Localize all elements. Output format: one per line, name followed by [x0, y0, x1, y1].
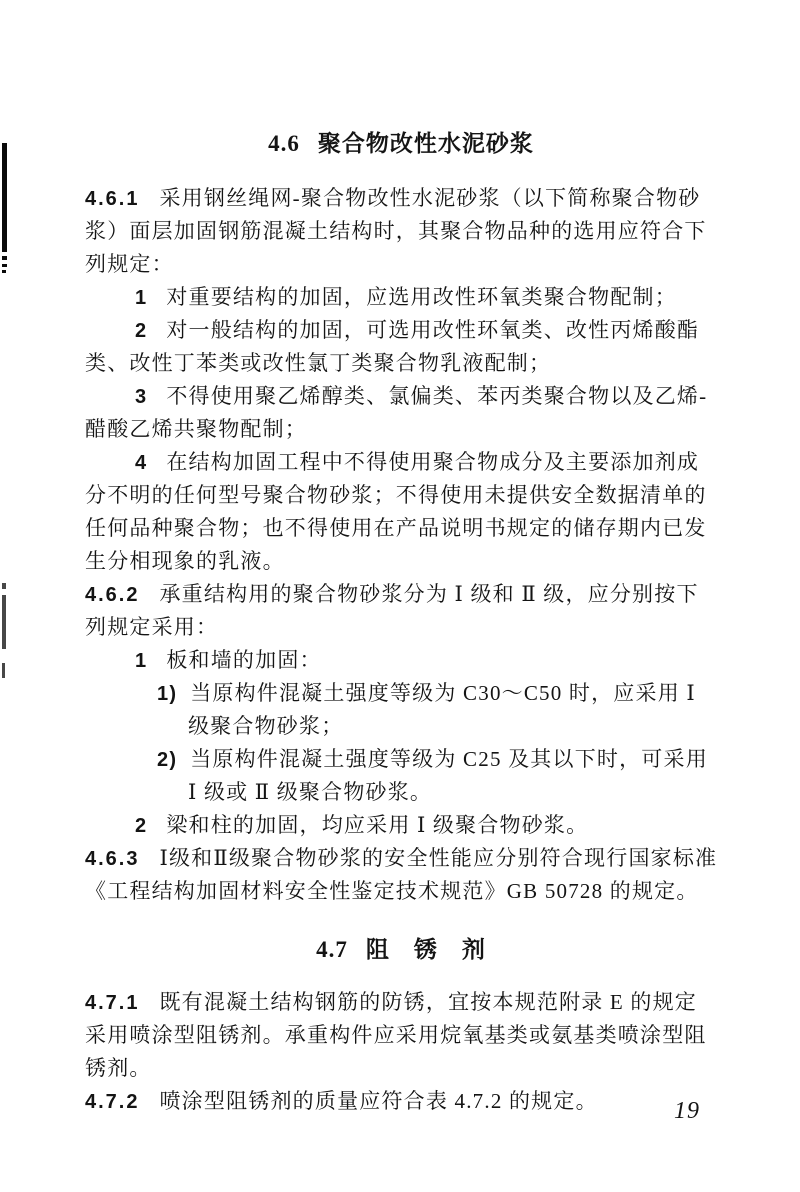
line-text: 板和墙的加固：: [166, 648, 322, 672]
text-line: [85, 710, 717, 743]
clause-number: 4.7.1: [85, 992, 140, 1014]
scan-artifact: [2, 595, 6, 649]
text-line: [85, 611, 717, 644]
line-text: 当原构件混凝土强度等级为 C25 及其以下时，可采用: [190, 747, 708, 771]
line-text: 列规定：: [85, 252, 174, 276]
section-heading: [85, 128, 717, 160]
text-line: [85, 347, 717, 380]
clause-line: [85, 314, 717, 347]
scan-artifact: [2, 663, 5, 678]
clause-line: [85, 743, 717, 776]
section-number: 4.6: [268, 131, 300, 156]
clause-line: [85, 809, 717, 842]
line-text: 承重结构用的聚合物砂浆分为 Ⅰ 级和 Ⅱ 级，应分别按下: [159, 582, 699, 606]
line-text: 锈剂。: [85, 1056, 152, 1080]
text-line: [85, 215, 717, 248]
line-text: 醋酸乙烯共聚物配制；: [85, 417, 307, 441]
line-text: 《工程结构加固材料安全性鉴定技术规范》GB 50728 的规定。: [85, 879, 699, 903]
clause-number: 2): [157, 749, 178, 771]
clause-line: [85, 1085, 717, 1118]
line-text: Ⅰ 级或 Ⅱ 级聚合物砂浆。: [188, 780, 433, 804]
text-line: [85, 1052, 717, 1085]
clause-line: [85, 578, 717, 611]
clause-line: [85, 644, 717, 677]
clause-line: [85, 182, 717, 215]
line-text: 既有混凝土结构钢筋的防锈，宜按本规范附录 E 的规定: [159, 990, 698, 1014]
line-text: 梁和柱的加固，均应采用 Ⅰ 级聚合物砂浆。: [166, 813, 589, 837]
section-4-6: [85, 128, 717, 908]
clause-number: 2: [135, 320, 148, 342]
clause-number: 4.6.1: [85, 188, 140, 210]
line-text: 浆）面层加固钢筋混凝土结构时，其聚合物品种的选用应符合下: [85, 219, 707, 243]
clause-number: 4.6.2: [85, 584, 140, 606]
scan-artifact: [2, 143, 7, 252]
clause-line: [85, 842, 717, 875]
text-line: [85, 875, 717, 908]
clause-number: 4: [135, 452, 148, 474]
section-body: [85, 182, 717, 908]
text-block: [85, 128, 717, 1118]
section-title: 阻 锈 剂: [365, 937, 486, 962]
page-number: 19: [674, 1098, 700, 1124]
text-line: [85, 248, 717, 281]
section-4-7: [85, 934, 717, 1118]
clause-number: 3: [135, 386, 148, 408]
text-line: [85, 776, 717, 809]
line-text: 在结构加固工程中不得使用聚合物成分及主要添加剂成: [166, 450, 700, 474]
text-line: [85, 1019, 717, 1052]
text-line: [85, 545, 717, 578]
line-text: 不得使用聚乙烯醇类、氯偏类、苯丙类聚合物以及乙烯-: [166, 384, 708, 408]
line-text: 喷涂型阻锈剂的质量应符合表 4.7.2 的规定。: [159, 1089, 598, 1113]
line-text: 列规定采用：: [85, 615, 219, 639]
section-title: 聚合物改性水泥砂浆: [317, 131, 534, 156]
line-text: Ⅰ级和Ⅱ级聚合物砂浆的安全性能应分别符合现行国家标准: [159, 846, 718, 870]
clause-line: [85, 986, 717, 1019]
section-body: [85, 986, 717, 1118]
clause-line: [85, 380, 717, 413]
clause-number: 4.7.2: [85, 1091, 140, 1113]
clause-number: 4.6.3: [85, 848, 140, 870]
clause-number: 2: [135, 815, 148, 837]
line-text: 级聚合物砂浆；: [188, 714, 344, 738]
line-text: 任何品种聚合物；也不得使用在产品说明书规定的储存期内已发: [85, 516, 707, 540]
clause-number: 1: [135, 287, 148, 309]
scan-artifact: [2, 264, 7, 267]
line-text: 分不明的任何型号聚合物砂浆；不得使用未提供安全数据清单的: [85, 483, 707, 507]
line-text: 类、改性丁苯类或改性氯丁类聚合物乳液配制；: [85, 351, 552, 375]
clause-line: [85, 677, 717, 710]
text-line: [85, 479, 717, 512]
text-line: [85, 413, 717, 446]
scan-artifact: [2, 270, 6, 273]
section-heading: [85, 934, 717, 966]
line-text: 采用钢丝绳网-聚合物改性水泥砂浆（以下简称聚合物砂: [159, 186, 701, 210]
line-text: 当原构件混凝土强度等级为 C30～C50 时，应采用 Ⅰ: [190, 681, 696, 705]
clause-number: 1: [135, 650, 148, 672]
clause-number: 1): [157, 683, 178, 705]
section-number: 4.7: [316, 937, 348, 962]
clause-line: [85, 446, 717, 479]
line-text: 对一般结构的加固，可选用改性环氧类、改性丙烯酸酯: [166, 318, 700, 342]
scan-artifact: [2, 583, 6, 589]
line-text: 采用喷涂型阻锈剂。承重构件应采用烷氧基类或氨基类喷涂型阻: [85, 1023, 707, 1047]
line-text: 对重要结构的加固，应选用改性环氧类聚合物配制；: [166, 285, 677, 309]
clause-line: [85, 281, 717, 314]
text-line: [85, 512, 717, 545]
scan-artifact: [2, 256, 7, 260]
line-text: 生分相现象的乳液。: [85, 549, 285, 573]
